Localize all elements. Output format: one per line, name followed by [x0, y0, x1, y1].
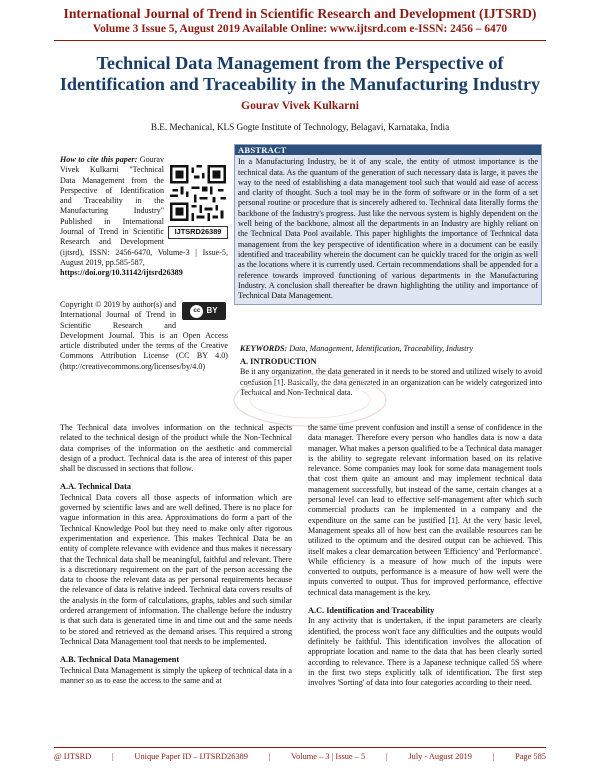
data-management-text: Technical Data Management is simply the upkeep of technical data in a manner so as to ease the access to the same and at	[60, 665, 292, 685]
abstract-heading: ABSTRACT	[235, 145, 541, 155]
technical-data-intro: The Technical data involves information on the technical aspects related to the technical design of the product while the Non-Technical data comprises of the information on the aesthetic and commercial design of a product. Technical data is the area of interest of this paper shall be discussed in sections that follow.	[60, 423, 292, 474]
introduction-text: Be it any organization, the data generated in it needs to be stored and utilized wisely to avoid confusion [1]. Basically, the data generated in an organization can be widely categorized into Technical and Non-Technical data.	[240, 367, 542, 397]
cc-icon: cc	[190, 305, 203, 318]
issue-line: Volume 3 Issue 5, August 2019 Available Online: www.ijtsrd.com e-ISSN: 2456 – 6470	[92, 23, 508, 35]
copyright-block	[60, 300, 228, 372]
identification-heading: A.C. Identification and Traceability	[308, 606, 435, 616]
right-column	[308, 423, 542, 688]
footer-date: July - August 2019	[408, 752, 472, 761]
technical-data-text: Technical Data covers all those aspects of information which are governed by scientific laws and are well defined. There is no place for vague information in this area. Approximations do form a part of the Technical Knowledge Pool but they need to make only after rigorous experimentation and experience. This makes Technical Data be an entity of complete relevance with evidence and thus makes it necessary that the Technical data shall be meaningful, faithful and relevant. There is a discretionary requirement on the part of the person accessing the data to choose the relevant data as per personal requirements because the relevance of data is relative indeed. Technical data covers results of the analysis in the form of calculations, graphs, tables and such similar ordered arrangement of information. The challenge before the industry is that such data is generated time in and time out and the same needs to be stored and retrieved as the demand arises. This required a strong Technical Data Management tool that needs to be implemented.	[60, 492, 292, 646]
identification-text: In any activity that is undertaken, if the input parameters are clearly identified, the process won't face any difficulties and the outputs would definitely be faithful. This identification involves the allocation of appropriate location and name to the data that has been clearly sorted according to relevance. There is a Japanese technique called 5S where in the first two steps explicitly talk of identification. The first step involves 'Sorting' of data into four categories according to their need.	[308, 616, 542, 688]
citation-block	[60, 155, 228, 279]
page-footer: @ IJTSRD | Unique Paper ID – IJTSRD26389 | Volume – 3 | Issue – 5 | July - August 2019 | Page 585	[54, 752, 546, 761]
data-manager-text: the same time prevent confusion and instill a sense of confidence in the data manager. Therefore every person who handles data is now a data manager. What makes a person qualified to be a Technical data manager is the ability to segregate relevant information based on its relative relevance. Some companies may look for some data management tools that cost them quite an amount and may implement technical data management successfully, but instead of the same, certain changes at a personal level can lead to effective self-management after which such commercial products can be implemented in a company and the expenditure on the same can be justified [1]. At the very basic level, Management speaks all of how best can the available resources can be utilized to the optimum and the desired output can be achieved. This itself makes a clear demarcation between 'Efficiency' and 'Performance'. While efficiency is a measure of how much of the inputs were converted to outputs, performance is a measure of how well were the inputs converted to output. Thus for improved performance, effective technical data management is the key.	[308, 423, 542, 597]
keywords-text: Data, Management, Identification, Traceability, Industry	[287, 344, 474, 353]
qr-code-icon	[170, 165, 226, 221]
citation-lead: How to cite this paper:	[60, 155, 138, 164]
paper-title: Technical Data Management from the Perspective of Identification and Traceability in the Manufacturing Industry	[59, 53, 541, 94]
footer-divider	[54, 747, 546, 748]
by-label: BY	[206, 305, 218, 315]
header-divider	[54, 40, 546, 41]
doi-link[interactable]: https://doi.org/10.31142/ijtsrd26389	[60, 268, 183, 278]
copyright-text: Copyright © 2019 by author(s) and International Journal of Trend in Scientific Research and Development Journal. This is an Open Access article distributed under the terms of the Creative Commons Attribution License (CC BY 4.0) (http://creativecommons.org/licenses/by/4.0)	[60, 300, 228, 371]
author-affiliation: B.E. Mechanical, KLS Gogte Institute of Technology, Belagavi, Karnataka, India	[150, 122, 450, 132]
left-column	[60, 423, 292, 686]
footer-paper-id: Unique Paper ID – IJTSRD26389	[134, 752, 248, 761]
author-name: Gourav Vivek Kulkarni	[241, 99, 359, 112]
abstract-box	[234, 144, 542, 305]
introduction-heading: A. INTRODUCTION	[240, 357, 317, 366]
journal-header	[0, 6, 600, 36]
technical-data-heading: A.A. Technical Data	[60, 482, 131, 492]
cc-by-badge	[182, 302, 226, 320]
footer-page: Page 585	[515, 752, 546, 761]
introduction-section	[240, 357, 542, 398]
qr-code-block	[168, 165, 228, 239]
citation-text: Gourav Vivek Kulkarni "Technical Data Management from the Perspective of Identification and Traceability in the Manufacturing Industry" Published in International Journal of Trend in Scientific Research and Development (ijtsrd), ISSN: 2456-6470, Volume-3 | Issue-5, August 2019, pp.585-587,	[60, 155, 228, 267]
data-management-heading: A.B. Technical Data Management	[60, 655, 180, 665]
keywords-label: KEYWORDS:	[240, 344, 288, 353]
footer-volume: Volume – 3 | Issue – 5	[291, 752, 366, 761]
keywords-line	[240, 344, 542, 354]
journal-name: International Journal of Trend in Scientific Research and Development (IJTSRD)	[63, 6, 537, 21]
footer-journal: @ IJTSRD	[54, 752, 92, 761]
qr-paper-id: IJTSRD26389	[168, 226, 228, 238]
abstract-text: In a Manufacturing Industry, be it of any scale, the entity of utmost importance is the technical data. As the quantum of the generation of such necessary data is large, it paves the way to the need of establishing a data management tool such that would aid ease of access and clarity of thought. Such a tool may be in the form of software or in the form of a set personal routine or procedure that is sincerely adhered to. Technical data literally forms the backbone of the Industry's progress. Just like the nervous system is highly dependent on the well being of the backbone, almost all the departments in an Industry are highly reliant on the Technical Data Pool available. This paper highlights the importance of Technical data management from the key perspective of identification where in a document can be easily identified and traceability wherein the document can be quickly traced for the origin as well as the locations where it is currently used. Certain recommendations shall be appended for a reference towards improved functioning of various departments in the Manufacturing Industry. A conclusion shall thereafter be drawn highlighting the utility and importance of Technical Data Management.	[238, 157, 538, 301]
